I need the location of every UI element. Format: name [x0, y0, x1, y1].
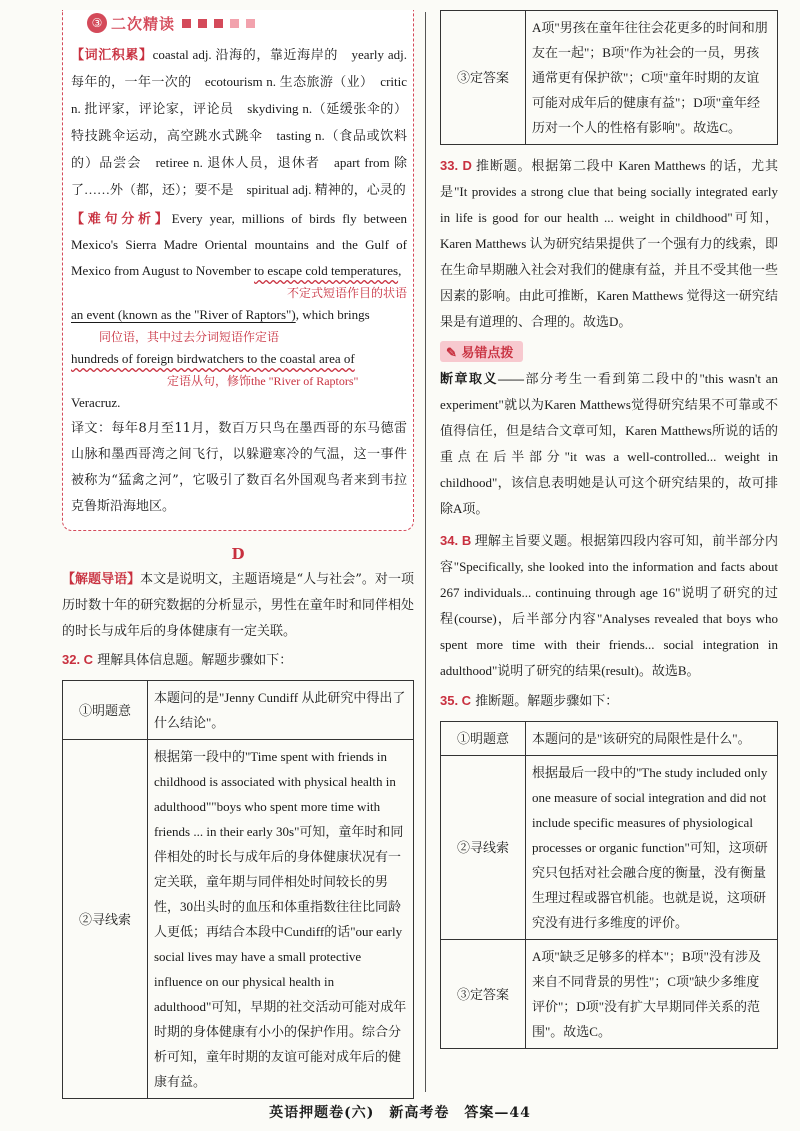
- guide-text: 本文是说明文，主题语境是“人与社会”。对一项历时数十年的研究数据的分析显示，男性在童年时和同伴相处的时长与成年后的身体健康有一定关联。: [62, 572, 414, 639]
- box-header: [87, 10, 255, 36]
- question-34: [440, 528, 778, 684]
- left-column: [62, 10, 414, 1099]
- analysis-tag: 【难句分析】: [71, 211, 172, 226]
- question-text: 理解主旨要义题。根据第四段内容可知，前半部分内容"Specifically, she looked into the information and facts about 267 individuals... continuing through age 16"说明了研究的过程(course)，后半部分内容"Analyses revealed that boys who spent more time with their friends... social integration in adulthood"说明了研究的结果(result)。故选B。: [440, 533, 779, 678]
- difficult-sentence: 【难句分析】Every year, millions of birds fly between Mexico's Sierra Madre Oriental mountains and the Gulf of Mexico from August to November to escape cold temperatures, 不定式短语作目的状语 an event (known as the "River of Raptors"), which brings 同位语，其中过去分词短语作定语 hundreds of foreign birdwatchers to the coastal area of 定语从句，修饰the "River of Raptors" Veracruz.: [71, 211, 407, 410]
- question-33: [440, 153, 778, 335]
- vocab-text: coastal adj. 沿海的，靠近海岸的 yearly adj. 每年的，一年一次的 ecotourism n. 生态旅游（业） critic n. 批评家，评论家，评论员 skydiving n.（延缓张伞的）特技跳伞运动，高空跳水式跳伞 tasting n.（食品或饮料的）品尝会 retiree n. 退休人员，退休者 apart from 除了……外（都，还）；要不是 spiritual adj. 精神的，心灵的: [71, 47, 407, 197]
- right-column: [440, 10, 778, 1049]
- grammar-note-2: 同位语，其中过去分词短语作定语: [99, 330, 280, 344]
- sentence-part-1: Every year, millions of birds fly between Mexico's Sierra Madre Oriental mountains and the Gulf of Mexico from August to November: [71, 211, 407, 278]
- step-text: 本题问的是"该研究的局限性是什么"。: [526, 722, 778, 756]
- step-label: ①明题意: [441, 722, 526, 756]
- question-number: 33. D: [440, 158, 472, 173]
- question-32: [62, 647, 414, 674]
- intensive-reading-box: [62, 10, 414, 531]
- step-label: ①明题意: [63, 681, 148, 740]
- question-number: 32. C: [62, 652, 94, 667]
- sentence-underline-3: hundreds of foreign birdwatchers to the coastal area of: [71, 351, 355, 366]
- table-row: [63, 740, 414, 1099]
- page-footer: 英语押题卷(六) 新高考卷 答案—44: [269, 1105, 531, 1121]
- tip-text-block: [440, 366, 778, 522]
- table-row: [441, 722, 778, 756]
- step-text: A项"缺乏足够多的样本"；B项"没有涉及来自不同背景的男性"；C项"缺少多维度评价"；D项"没有扩大早期同伴关系的范围"。故选C。: [526, 940, 778, 1049]
- step-label: ③定答案: [441, 940, 526, 1049]
- guide-tag: 【解题导语】: [62, 572, 141, 587]
- step-text: A项"男孩在童年往往会花更多的时间和朋友在一起"；B项"作为社会的一员，男孩通常更有保护欲"；C项"童年时期的友谊可能对成年后的健康有益"；D项"童年经历对一个人的性格有影响"。故选C。: [526, 11, 778, 145]
- section-number-icon: ③: [87, 13, 107, 33]
- guide-section: [62, 567, 414, 645]
- vocab-section: [71, 42, 407, 204]
- question-35: [440, 688, 778, 715]
- tip-lead: 断章取义——: [440, 371, 524, 386]
- decor-square-icon: [246, 19, 255, 28]
- question-number: 35. C: [440, 693, 472, 708]
- table-row: [441, 11, 778, 145]
- step-text: 本题问的是"Jenny Cundiff 从此研究中得出了什么结论"。: [148, 681, 414, 740]
- decor-square-icon: [230, 19, 239, 28]
- grammar-note-3: 定语从句，修饰the "River of Raptors": [167, 374, 359, 388]
- table-row: [441, 756, 778, 940]
- tip-icon: ✎: [446, 346, 462, 361]
- box-title: 二次精读: [111, 14, 176, 33]
- tip-title: 易错点拨: [461, 346, 514, 361]
- answer-table-35: [440, 721, 778, 1049]
- step-text: 根据最后一段中的"The study included only one measure of social integration and did not include specific measures of physiological processes or organic function"可知，这项研究只包括对社会融合度的衡量，没有衡量生理过程或器官机能。也就是说，这项研究没有进行多维度的评价。: [526, 756, 778, 940]
- table-row: [63, 681, 414, 740]
- tip-text: 部分考生一看到第二段中的"this wasn't an experiment"就以为Karen Matthews觉得研究结果不可靠或不值得信任，但是结合文章可知，Karen Matthews所说的话的重点在后半部分"it was a well-controlled... weight in childhood"，该信息表明她是认可这个研究结果的，故可排除A项。: [440, 371, 778, 516]
- sentence-part-2: , which brings: [295, 307, 370, 322]
- sentence-underline-2: an event (known as the "River of Raptors"): [71, 307, 296, 322]
- question-number: 34. B: [440, 533, 472, 548]
- question-text: 推断题。根据第二段中 Karen Matthews 的话，尤其是"It provides a strong clue that being socially integrated early in life is good for our health ... weight in childhood"可知，Karen Matthews 认为研究结果提供了一个强有力的线索，即在生命早期融入社会对我们的健康有益，并且不受其他一些因素的影响。由此可推断，Karen Matthews 觉得这一研究结果是有道理的、合理的。故选D。: [440, 158, 779, 329]
- table-row: [441, 940, 778, 1049]
- decor-square-icon: [182, 19, 191, 28]
- question-type: 推断题。解题步骤如下：: [475, 694, 619, 709]
- question-type: 理解具体信息题。解题步骤如下：: [97, 653, 293, 668]
- column-divider: [425, 12, 426, 1092]
- step-label: ②寻线索: [441, 756, 526, 940]
- step-label: ③定答案: [441, 11, 526, 145]
- decor-square-icon: [214, 19, 223, 28]
- decor-square-icon: [198, 19, 207, 28]
- step-label: ②寻线索: [63, 740, 148, 1099]
- grammar-note-1: 不定式短语作目的状语: [286, 286, 407, 300]
- step-text: 根据第一段中的"Time spent with friends in childhood is associated with physical health in adulthood""boys who spent more time with friends ... in their early 30s"可知，童年时和同伴相处的时长与成年后的身体健康状况有一定关联，童年期与同伴相处时间较长的男性，30出头时的血压和体重指数往往比同龄人更低；再结合本段中Cundiff的话"our early social lives may have a small protective influence on our physical health in adulthood"可知，早期的社交活动可能对成年时期的身体健康有小小的保护作用。综合分析可知，童年时期的友谊可能对成年后的健康有益。: [148, 740, 414, 1099]
- section-title: D: [231, 545, 245, 563]
- tip-header: [440, 341, 523, 362]
- sentence-underline-1: to escape cold temperatures: [254, 263, 399, 278]
- sentence-part-4: Veracruz.: [71, 395, 121, 410]
- answer-table-32: [62, 680, 414, 1099]
- vocab-tag: 【词汇积累】: [71, 48, 153, 63]
- translation: 译文：每年8月至11月，数百万只鸟在墨西哥的东马德雷山脉和墨西哥湾之间飞行，以躲避寒冷的气温，这一事件被称为“猛禽之河”，它吸引了数百名外国观鸟者来到韦拉克鲁斯沿海地区。: [71, 421, 407, 514]
- answer-table-32-cont: [440, 10, 778, 145]
